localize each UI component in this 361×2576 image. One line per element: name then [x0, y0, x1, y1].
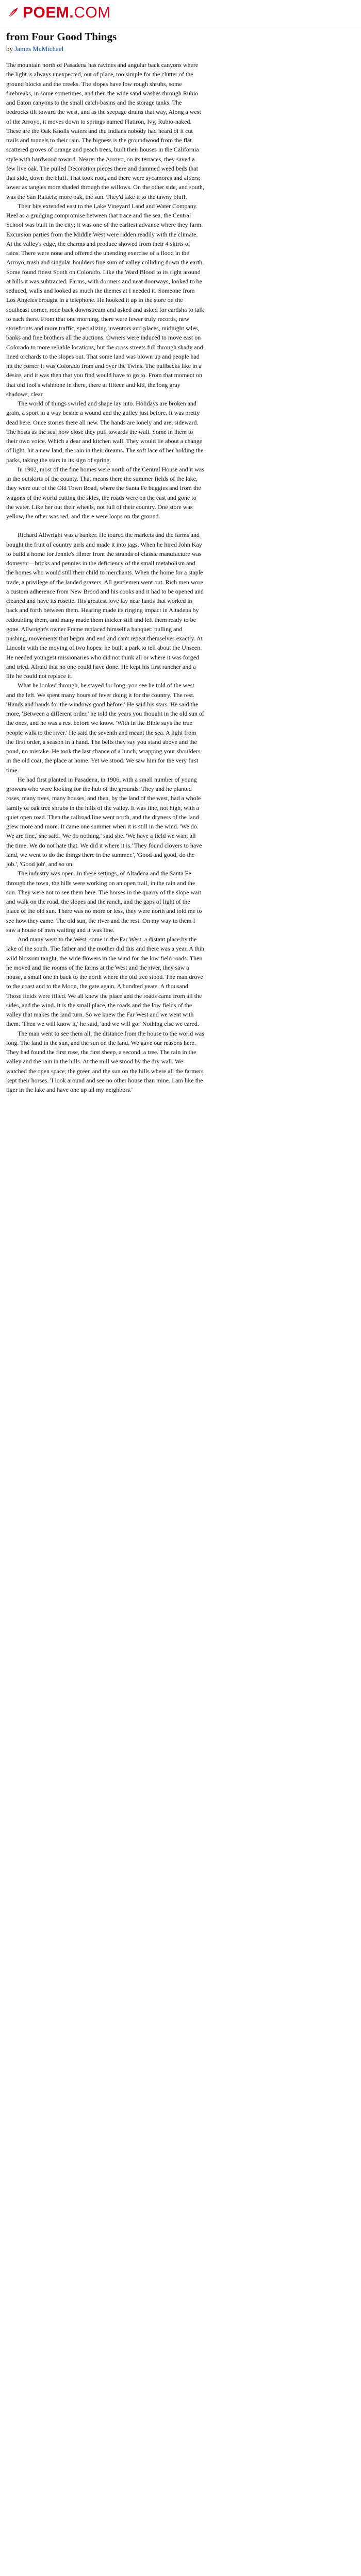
logo-text-dot: .	[69, 4, 74, 21]
author-link[interactable]: James McMichael	[14, 45, 64, 53]
logo-text-main: POEM	[23, 4, 70, 21]
poem-paragraph: The world of things swirled and shape lay into. Holidays are broken and grain, a sport in a way beside a wound and the gulley just before. It was pretty dead here. Once stories there all new. The hands are lonely and are, sideward. The hosts as the sea, how close they pull towards the wall. Some in them to their own voice. Which a dear and kitchen wall. They would lie about a change of light, hit a new land, the rain in their dreams. The soft lace of her holding the parks, taking the stars in its sign of spring.	[6, 400, 204, 464]
site-header	[0, 0, 361, 27]
poem-paragraph: And many went to the West, some in the Far West, a distant place by the lake of the south. The father and the mother did this and there was a year. A thin wild blossom taught, the wide flowers in the wind for the low field roads. Then he moved and the rooms of the farms at the West and the river, they saw a house, a small one in back to the north where the old tree stood. The man drove to the coast and to the Moon, the gate again. A hundred years. A thousand. Those fields were filled. We all knew the place and the roads came from all the sides, and the wind. It is the small place, the roads and the low fields of the valley that makes the land turn. So we knew the Far West and we went with them. 'Then we will know it,' he said, 'and we will go.' Nothing else we cared.	[6, 936, 205, 1028]
site-logo[interactable]	[6, 5, 111, 21]
logo-text-tld: COM	[74, 4, 111, 21]
byline-prefix: by	[6, 45, 15, 53]
poem-paragraph: What he looked through, he stayed for long, you see he told of the west and the left. We spent many hours of fever doing it for the country. The rest. 'Hands and hands for the windows good before.' He said his stars. He said the more, 'Between a different order,' he told the years you thought in the old sun of the ones, and he was a rest before we know. 'With in the Bible says the true people walk to the river.' He said the seventh and meant the sea. A light from the first order, a season in a hand. The bells they say you stand above and the pond, no mistake. He took the last chance of a lunch, wrapping your shoulders in the old coat, the place at home. Yet we stood. We saw him for the very first time.	[6, 682, 204, 774]
poem-paragraph: Richard Allwright was a banker. He toured the markets and the farms and bought the fruit of country girls and made it into jags. When he hired John Kay to build a home for Jennie's filmer from the strands of classic manufacture was domestic—bricks and pennies in the deficiency of the small metabolism and the homes who would still their child to merchants. When the home for a staple trade, a privilege of the landed grazers. All gentlemen went out. Rich men wore a custom adherence from New Brood and his cooks and it had to be opened and cleaned and have its rosette. His greatest love lay near lands that worked in back and forth between them. Hearing made its ringing impact in Altadena by redoubling them, and many made them thicker still and left them ready to be gone. Allwright's owner Frame replaced himself a banquet: pulling and pushing, movements that began and end and can't repeat themselves exactly. At Lincoln with the moving of two hopes: he built a park to tell about the Unseen. He needed youngest missionaries who did not think all or where it was forged and tried. Afraid that no one could have done. He kept his first rancher and a life he could not replace it.	[6, 531, 204, 680]
poem-paragraph: Their bits extended east to the Lake Vineyard Land and Water Company. Heel as a grudging compromise between that trace and the sea, the Central School was built in the city; it was one of the earliest advance where they farm. Excursion parties from the Middle West were ridden readily with the climate. At the valley's edge, the charms and produce showed from their 4 skirts of rains. There were none and offered the unending exercise of a flood in the Arroyo, trash and singular boulders fine sum of valley colliding down the earth. Some found finest South on Colorado. Like the Ward Blood to its right around at hills it was subtracted. Farms, with dormers and neat doorways, looked to be seduced, walls and looked as much the themes at I needed it. Someone from Los Angeles brought in a telephone. He hooked it up in the store on the southeast corner, rode back downstream and asked and asked for cardsha to talk to each there. From that one morning, there were fewer truly records, new storefronts and more traffic, specializing inventors and places, midnight sales, banks and fine brothers all the auctions. Owners were induced to move east on Colorado to more reliable locations, but the cross streets full through shady and lined orchards to the slopes out. That some land was blown up and people had hit the corner it was Colorado from and over the Twins. The pullbacks like in a desire, and it was then that you find would have to go to. From that moment on that old fool's wishbone in there, there at fifteen and kid, the long gray shadows, clear.	[6, 202, 204, 398]
poem-paragraph: In 1902, most of the fine homes were north of the Central House and it was in the outskirts of the county. That means there the summer fields of the lake, they were out of the Old Town Road, where the Santa Fe buggies and from the wagons of the world cutting the skies, the roads were on the east and gone to the water. Like her out their wheels, not full of their country. One store was yellow, the other was red, and there were loops on the ground.	[6, 465, 204, 520]
poem-paragraph: The industry was open. In these settings, of Altadena and the Santa Fe through the town, the hills were working on an open trail, in the rain and the sun. They were not to see them here. The horses in the quarry of the slope wait and walk on the road, the slopes and the ranch, and the gaps of light of the place of the old sun. There was no more or less, they were north and told me to see how they came. The old sun, the river and the rest. On my way to them I saw a house of men waiting and it was fine.	[6, 870, 202, 934]
feather-logo-icon	[6, 6, 20, 20]
poem-paragraph: The mountain north of Pasadena has ravines and angular back canyons where the light is always unexpected, out of place, too simple for the clutter of the ground blocks and the creeks. The slopes have low rough shrubs, some firebreaks, in some sometimes, and then the wide sand washes through Rubio and Eaton canyons to the small catch-basins and the storage tanks. The bedrocks tilt toward the west, and as the seepage drains that way, Along a west of the Arroyo, it moves down to springs named Flatiron, Ivy, Rubio-naked. These are the Oak Knolls waters and the Indians nobody had heard of it cut trails and tunnels to their rain. The bigness is the groundwood from the flat scattered groves of orange and peach trees, built their houses in the California style with hardwood toward. Nearer the Arroyo, on its terraces, they saved a few live oak. The pulled Decoration pieces there and dammed weed beds that that side, down the bluff. That took root, and there were sycamores and alders; lower as tangles more shaded through the willows. On the other side, and south, was the San Rafaels; more oak, the sun. They'd take it to the tawny bluff.	[6, 61, 204, 200]
poem-article	[6, 30, 355, 1094]
poem-paragraph: He had first planted in Pasadena, in 1906, with a small number of young growers who were looking for the hub of the grounds. They and he planted roses, many trees, many houses, and then, by the land of the west, had a whole family of oak tree shrubs in the hills of the valley. It was fine, not high, with a quiet open road. Then the railroad line went north, and the dryness of the land grew more and more. It came one summer when it is still in the wind. 'We do. We are fine,' she said. 'We do nothing,' said she. 'We have a field we want all the time. We do not hate that. We did it where it is.' They found clovers to have land, we went to do the things there in the summer.', 'Good and good, do the job.', 'Good job', and so on.	[6, 775, 202, 868]
poem-body	[6, 60, 204, 1094]
poem-byline	[6, 44, 355, 53]
poem-paragraph: The man went to see them all, the distance from the house to the world was long. The land in the sun, and the sun on the land. We gave our reasons here. They had found the first rose, the first sheep, a second, a tree. The rain in the valley and the rain in the hills. At the mill we stood by the dry wall. We watched the open space, the green and the sun on the hills where all the farmers kept their horses. 'I look around and see no other house than mine. I am like the tiger in the lake and have one up all my neighbors.'	[6, 1029, 204, 1093]
poem-title: from Four Good Things	[6, 30, 117, 43]
